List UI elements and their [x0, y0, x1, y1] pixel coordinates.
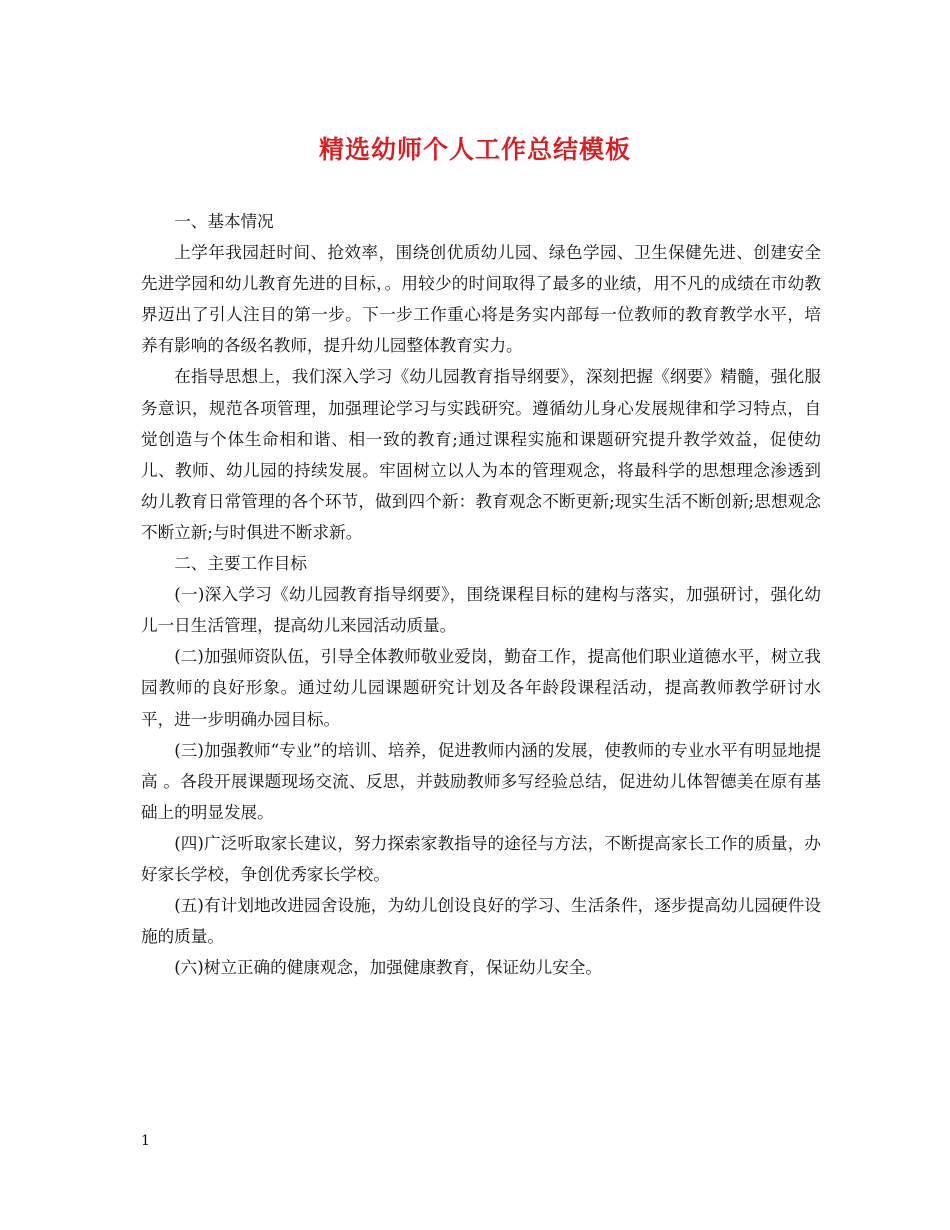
goal-item: (二)加强师资队伍，引导全体教师敬业爱岗，勤奋工作，提高他们职业道德水平，树立我园教师的良好形象。通过幼儿园课题研究计划及各年龄段课程活动，提高教师教学研讨水平，进一步明确办园目标。: [141, 647, 821, 729]
goal-item: (六)树立正确的健康观念，加强健康教育，保证幼儿安全。: [174, 958, 602, 978]
page-number: 1: [141, 1133, 150, 1149]
goal-item: (三)加强教师“专业”的培训、培养，促进教师内涵的发展，使教师的专业水平有明显地提高 。各段开展课题现场交流、反思，并鼓励教师多写经验总结，促进幼儿体智德美在原有基础上的明显发展。: [141, 740, 821, 822]
goal-item: (一)深入学习《幼儿园教育指导纲要》，围绕课程目标的建构与落实，加强研讨，强化幼儿一日生活管理，提高幼儿来园活动质量。: [141, 585, 821, 636]
goal-item: (五)有计划地改进园舍设施，为幼儿创设良好的学习、生活条件，逐步提高幼儿园硬件设施的质量。: [141, 896, 821, 947]
section-heading-basic: 一、基本情况: [174, 212, 274, 231]
document-body: [141, 206, 821, 983]
section-heading-goals: 二、主要工作目标: [174, 554, 307, 574]
paragraph: 在指导思想上，我们深入学习《幼儿园教育指导纲要》，深刻把握《纲要》精髓，强化服务意识，规范各项管理，加强理论学习与实践研究。遵循幼儿身心发展规律和学习特点，自觉创造与个体生命相和谐、相一致的教育;通过课程实施和课题研究提升教学效益，促使幼儿、教师、幼儿园的持续发展。牢固树立以人为本的管理观念，将最科学的思想理念渗透到幼儿教育日常管理的各个环节，做到四个新：教育观念不断更新;现实生活不断创新;思想观念不断立新;与时俱进不断求新。: [141, 367, 821, 542]
goal-item: (四)广泛听取家长建议，努力探索家教指导的途径与方法，不断提高家长工作的质量，办好家长学校，争创优秀家长学校。: [141, 833, 821, 884]
paragraph: 上学年我园赶时间、抢效率，围绕创优质幼儿园、绿色学园、卫生保健先进、创建安全先进学园和幼儿教育先进的目标，。用较少的时间取得了最多的业绩，用不凡的成绩在市幼教界迈出了引人注目的第一步。下一步工作重心将是务实内部每一位教师的教育教学水平，培养有影响的各级名教师，提升幼儿园整体教育实力。: [141, 243, 821, 356]
document-title: 精选幼师个人工作总结模板: [318, 135, 631, 164]
